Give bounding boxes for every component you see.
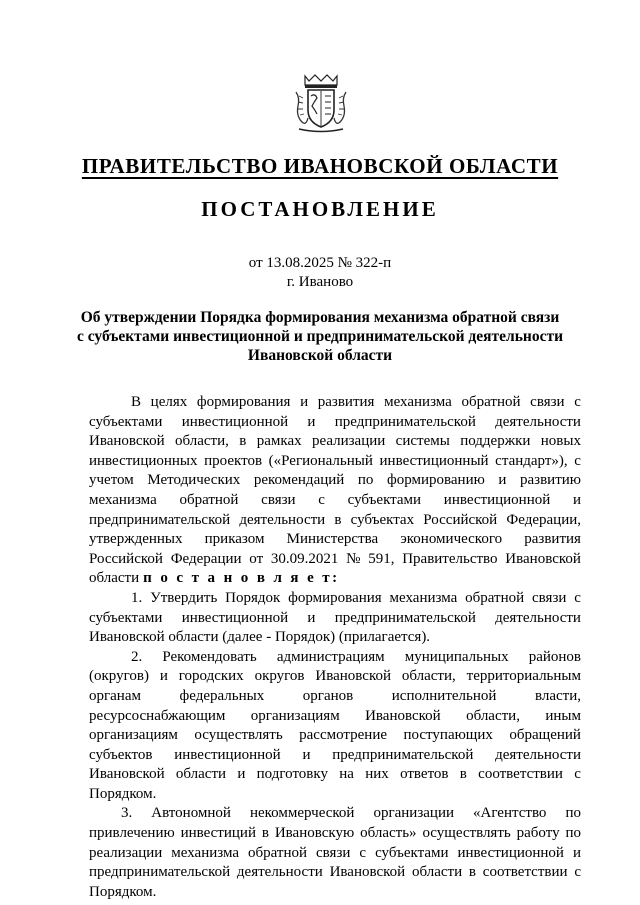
word: Ивановскую: [274, 825, 355, 842]
word: и: [307, 609, 316, 626]
word: связи: [261, 491, 296, 508]
word: деятельности: [495, 609, 581, 626]
word: районов: [528, 648, 581, 665]
word: утвержденных: [89, 531, 183, 548]
document-body: [89, 393, 581, 902]
word: с: [574, 394, 581, 410]
word: 3.: [121, 805, 133, 822]
word: с: [574, 864, 581, 881]
text-line: Порядком.: [89, 883, 157, 900]
word: субъектов: [89, 746, 153, 763]
word: области,: [401, 668, 456, 685]
word: предпринимательской: [332, 746, 474, 763]
text-line: [89, 432, 581, 452]
word: Рекомендовать: [162, 648, 257, 665]
word: деятельности: [495, 413, 581, 430]
word: связи: [532, 589, 567, 606]
text-line: [89, 569, 581, 589]
word: федеральных: [179, 687, 265, 704]
word: целях: [150, 394, 188, 410]
word: соответствии: [482, 864, 568, 881]
item-1-paragraph: [89, 589, 581, 648]
item-2-paragraph: [89, 648, 581, 805]
word: Ивановской: [365, 707, 441, 724]
decree-word: п о с т а н о в л я е т:: [143, 570, 340, 587]
text-line: [89, 804, 581, 824]
word: с: [574, 589, 581, 606]
word: обратной: [465, 589, 525, 606]
word: в: [334, 511, 342, 528]
text-line: Ивановской области (далее - Порядок) (прилагается).: [89, 629, 431, 646]
word: осуществлять: [194, 727, 283, 744]
word: субъектами: [347, 491, 422, 508]
word: приказом: [204, 531, 265, 548]
word: в: [261, 825, 269, 842]
word: стандарт»),: [495, 452, 568, 469]
text-line: [89, 824, 581, 844]
word: Российской: [89, 550, 163, 567]
word: Федерации,: [506, 511, 581, 528]
word: обратной: [461, 394, 521, 410]
word: и: [237, 766, 246, 783]
word: субъектами: [89, 413, 163, 430]
word: Порядок: [225, 589, 281, 606]
text-line: [89, 687, 581, 707]
text-line: [89, 863, 581, 883]
word: «Агентство: [473, 805, 547, 822]
word: (округов): [89, 668, 149, 685]
word: Российской: [423, 511, 498, 528]
word: механизма: [89, 491, 157, 508]
word: экономического: [400, 531, 503, 548]
text-line: [89, 589, 581, 609]
word: Утвердить: [150, 589, 218, 606]
word: инвестиционной: [443, 491, 551, 508]
word: Ивановской: [505, 550, 581, 567]
word: подготовку: [256, 766, 328, 783]
text-line: [89, 452, 581, 472]
word: 30.09.2021: [270, 550, 339, 567]
word: проектов: [204, 452, 263, 469]
subject-line: Об утверждении Порядка формирования механизма обратной связи: [80, 309, 560, 326]
word: на: [339, 766, 354, 783]
word: области,: [466, 707, 520, 724]
word: предпринимательской: [334, 413, 476, 430]
text-line: [89, 491, 581, 511]
text-line: [89, 667, 581, 687]
word: поддержки: [460, 433, 531, 450]
word: в: [459, 766, 467, 783]
word: с: [318, 491, 325, 508]
word: Министерства: [286, 531, 379, 548]
word: и: [307, 413, 316, 430]
word: с: [574, 766, 581, 783]
word: инвестиционных: [89, 452, 198, 469]
word: В: [131, 394, 142, 410]
coat-of-arms-icon: [293, 72, 349, 134]
word: инвестиций: [180, 825, 256, 842]
text-line: [89, 393, 581, 413]
word: предпринимательской: [89, 864, 231, 881]
word: округов: [254, 668, 305, 685]
word: 2.: [131, 648, 143, 665]
word: и: [572, 844, 581, 861]
city: г. Иваново: [286, 274, 354, 290]
word: по: [357, 472, 374, 489]
word: инвестиционный: [379, 452, 489, 469]
word: и: [302, 746, 311, 763]
word: некоммерческой: [249, 805, 355, 822]
word: учетом: [89, 472, 134, 489]
word: и: [498, 472, 507, 489]
word: деятельности: [236, 864, 323, 881]
word: поступающих: [403, 727, 493, 744]
word: инвестиционной: [181, 609, 289, 626]
word: формирования: [196, 394, 291, 410]
word: администрациям: [276, 648, 385, 665]
word: и: [159, 668, 168, 685]
word: с: [359, 844, 367, 861]
word: субъектами: [375, 844, 449, 861]
word: с: [574, 452, 581, 469]
word: обратной: [248, 844, 308, 861]
word: формирования: [288, 589, 382, 606]
word: привлечению: [89, 825, 175, 842]
word: новых: [540, 433, 581, 450]
word: развития: [317, 394, 375, 410]
word: 1.: [131, 589, 143, 606]
word: территориальным: [466, 668, 581, 685]
text-line: [89, 471, 581, 491]
word: Ивановской: [89, 766, 165, 783]
word: формированию: [387, 472, 485, 489]
text-line: Порядком.: [89, 785, 157, 802]
word: ресурсоснабжающим: [89, 707, 226, 724]
text-line: [89, 530, 581, 550]
word: иным: [545, 707, 581, 724]
word: обратной: [179, 491, 239, 508]
word: механизма: [389, 589, 458, 606]
text-line: [89, 844, 581, 864]
word: инвестиционной: [174, 746, 281, 763]
word: области: [411, 864, 463, 881]
word: Методических: [147, 472, 241, 489]
word: органов: [302, 687, 354, 704]
word: и: [572, 491, 581, 508]
word: предпринимательской: [89, 511, 231, 528]
word: области: [175, 766, 227, 783]
text-line: [89, 648, 581, 668]
text-line: [89, 609, 581, 629]
word: развитию: [520, 472, 581, 489]
word: реализации: [89, 844, 163, 861]
word: органам: [89, 687, 141, 704]
document-type: ПОСТАНОВЛЕНИЕ: [201, 197, 439, 221]
word: Федерации: [170, 550, 242, 567]
word: инвестиционной: [181, 413, 289, 430]
word: работу: [516, 825, 560, 842]
word: и: [300, 394, 309, 410]
word: соответствии: [478, 766, 563, 783]
word: Автономной: [151, 805, 231, 822]
word: субъектах: [350, 511, 415, 528]
word: организации: [373, 805, 454, 822]
text-line: [89, 726, 581, 746]
word: область»: [360, 825, 417, 842]
word: городских: [178, 668, 244, 685]
item-3-paragraph: [89, 804, 581, 902]
word: механизма: [384, 394, 452, 410]
word: рекомендаций: [253, 472, 345, 489]
word: рамках: [256, 433, 302, 450]
word: организациям: [89, 727, 178, 744]
word: предпринимательской: [334, 609, 476, 626]
word: рассмотрение: [299, 727, 388, 744]
preamble-paragraph: [89, 393, 581, 589]
word: по: [565, 805, 581, 822]
word: организациям: [250, 707, 340, 724]
preamble-tail: области: [89, 570, 140, 587]
word: реализации: [311, 433, 386, 450]
word: развития: [524, 531, 581, 548]
word: Ивановской: [89, 433, 165, 450]
word: связи: [316, 844, 351, 861]
word: №: [346, 550, 361, 567]
text-line: [89, 550, 581, 570]
date-number: от 13.08.2025 № 322-п: [248, 255, 392, 271]
word: ответов: [400, 766, 449, 783]
word: системы: [395, 433, 450, 450]
word: в: [239, 433, 247, 450]
word: («Региональный: [268, 452, 373, 469]
document-subject: [60, 308, 580, 365]
word: власти,: [534, 687, 581, 704]
word: инвестиционной: [457, 844, 564, 861]
word: них: [365, 766, 389, 783]
text-line: [89, 746, 581, 766]
word: деятельности: [239, 511, 326, 528]
word: исполнительной: [391, 687, 497, 704]
word: муниципальных: [404, 648, 509, 665]
text-line: [89, 707, 581, 727]
word: механизма: [171, 844, 240, 861]
word: субъектами: [89, 609, 163, 626]
word: Ивановской: [315, 668, 391, 685]
word: от: [249, 550, 264, 567]
subject-line: Ивановской области: [247, 347, 393, 364]
word: Правительство: [402, 550, 498, 567]
word: 591,: [368, 550, 395, 567]
text-line: [89, 511, 581, 531]
word: обращений: [509, 727, 581, 744]
subject-line: с субъектами инвестиционной и предпринимательской деятельности: [76, 328, 564, 345]
word: деятельности: [495, 746, 581, 763]
text-line: [89, 413, 581, 433]
word: связи: [530, 394, 565, 410]
word: Ивановской: [329, 864, 406, 881]
word: в: [468, 864, 476, 881]
word: осуществлять: [422, 825, 511, 842]
word: по: [565, 825, 581, 842]
government-title: ПРАВИТЕЛЬСТВО ИВАНОВСКОЙ ОБЛАСТИ: [81, 154, 559, 178]
word: области,: [174, 433, 229, 450]
text-line: [89, 765, 581, 785]
